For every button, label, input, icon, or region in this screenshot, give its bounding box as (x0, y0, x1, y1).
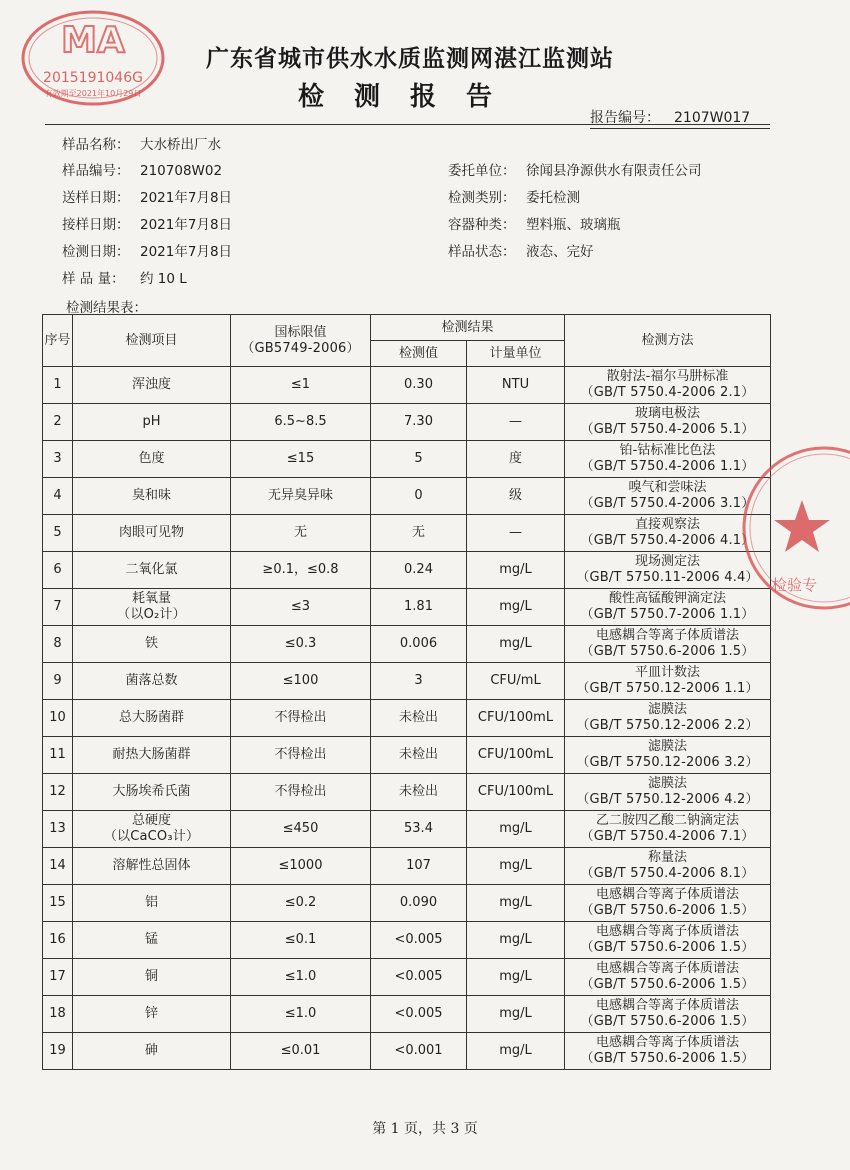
header-item: 检测项目 (73, 315, 231, 367)
cell-method: 现场测定法 （GB/T 5750.11-2006 4.4） (565, 552, 771, 589)
cell-no: 19 (43, 1033, 73, 1070)
header-value: 检测值 (371, 341, 467, 367)
table-row (43, 885, 771, 922)
table-row (43, 1033, 771, 1070)
cell-no: 6 (43, 552, 73, 589)
table-row (43, 478, 771, 515)
cell-unit: mg/L (467, 996, 565, 1033)
cell-limit: 无 (231, 515, 371, 552)
cell-item: 浑浊度 (73, 367, 231, 404)
cell-item: 色度 (73, 441, 231, 478)
header-result: 检测结果 (371, 315, 565, 341)
cell-value: 3 (371, 663, 467, 700)
cell-method: 电感耦合等离子体质谱法 （GB/T 5750.6-2006 1.5） (565, 922, 771, 959)
cell-method: 散射法-福尔马肼标准 （GB/T 5750.4-2006 2.1） (565, 367, 771, 404)
seal-code: 2015191046G (43, 70, 143, 86)
cell-unit: — (467, 404, 565, 441)
cell-method: 嗅气和尝味法 （GB/T 5750.4-2006 3.1） (565, 478, 771, 515)
cell-unit: CFU/mL (467, 663, 565, 700)
header-limit: 国标限值 （GB5749-2006） (231, 315, 371, 367)
cell-unit: mg/L (467, 1033, 565, 1070)
cell-no: 3 (43, 441, 73, 478)
table-row (43, 848, 771, 885)
cell-limit: 无异臭异味 (231, 478, 371, 515)
cell-value: 7.30 (371, 404, 467, 441)
cell-item: 总硬度 （以CaCO₃计） (73, 811, 231, 848)
seal-validity: 有效期至2021年10月29日 (44, 89, 142, 98)
cell-value: <0.005 (371, 959, 467, 996)
table-row (43, 811, 771, 848)
cell-limit: 不得检出 (231, 700, 371, 737)
cell-unit: mg/L (467, 552, 565, 589)
cell-method: 平皿计数法 （GB/T 5750.12-2006 1.1） (565, 663, 771, 700)
cell-unit: CFU/100mL (467, 737, 565, 774)
cell-no: 1 (43, 367, 73, 404)
cell-no: 11 (43, 737, 73, 774)
header-divider (45, 124, 770, 125)
cell-value: <0.001 (371, 1033, 467, 1070)
report-title: 广东省城市供水水质监测网湛江监测站 (206, 45, 614, 72)
cell-method: 滤膜法 （GB/T 5750.12-2006 3.2） (565, 737, 771, 774)
cell-item: 砷 (73, 1033, 231, 1070)
cell-method: 滤膜法 （GB/T 5750.12-2006 4.2） (565, 774, 771, 811)
inspection-seal-icon (732, 440, 850, 620)
report-number (590, 107, 770, 129)
cell-limit: ≤3 (231, 589, 371, 626)
cell-no: 16 (43, 922, 73, 959)
cell-value: 未检出 (371, 774, 467, 811)
cell-limit: ≤0.2 (231, 885, 371, 922)
cell-value: <0.005 (371, 996, 467, 1033)
cell-item: 锰 (73, 922, 231, 959)
results-table-title: 检测结果表： (66, 300, 147, 316)
cell-value: 0.006 (371, 626, 467, 663)
cell-item: 耗氧量 （以O₂计） (73, 589, 231, 626)
table-row (43, 663, 771, 700)
cell-item: pH (73, 404, 231, 441)
cell-limit: 不得检出 (231, 774, 371, 811)
page-footer: 第 1 页，共 3 页 (372, 1121, 478, 1137)
cell-limit: ≤1000 (231, 848, 371, 885)
cell-no: 7 (43, 589, 73, 626)
cell-item: 铁 (73, 626, 231, 663)
table-row (43, 589, 771, 626)
cell-value: 0.30 (371, 367, 467, 404)
info-container: 容器种类： 塑料瓶、玻璃瓶 (448, 217, 621, 233)
cell-no: 13 (43, 811, 73, 848)
table-row (43, 922, 771, 959)
table-row (43, 737, 771, 774)
cell-unit: mg/L (467, 848, 565, 885)
cell-unit: CFU/100mL (467, 774, 565, 811)
cell-limit: ≤1.0 (231, 996, 371, 1033)
cell-limit: 6.5~8.5 (231, 404, 371, 441)
results-table (42, 314, 771, 1070)
table-row (43, 404, 771, 441)
cell-unit: 度 (467, 441, 565, 478)
cell-method: 玻璃电极法 （GB/T 5750.4-2006 5.1） (565, 404, 771, 441)
cell-unit: mg/L (467, 626, 565, 663)
cell-no: 12 (43, 774, 73, 811)
info-send-date: 送样日期： 2021年7月8日 (62, 190, 233, 206)
info-client: 委托单位： 徐闻县净源供水有限责任公司 (448, 163, 702, 179)
cell-value: 未检出 (371, 700, 467, 737)
info-state: 样品状态： 液态、完好 (448, 244, 594, 260)
cell-limit: ≤0.3 (231, 626, 371, 663)
cell-no: 9 (43, 663, 73, 700)
cell-no: 15 (43, 885, 73, 922)
cell-method: 电感耦合等离子体质谱法 （GB/T 5750.6-2006 1.5） (565, 959, 771, 996)
cell-limit: ≤100 (231, 663, 371, 700)
cell-unit: NTU (467, 367, 565, 404)
cell-value: 0.090 (371, 885, 467, 922)
cell-method: 电感耦合等离子体质谱法 （GB/T 5750.6-2006 1.5） (565, 885, 771, 922)
cell-method: 电感耦合等离子体质谱法 （GB/T 5750.6-2006 1.5） (565, 626, 771, 663)
cell-method: 酸性高锰酸钾滴定法 （GB/T 5750.7-2006 1.1） (565, 589, 771, 626)
cell-unit: CFU/100mL (467, 700, 565, 737)
cell-value: 1.81 (371, 589, 467, 626)
cell-value: 5 (371, 441, 467, 478)
header-method: 检测方法 (565, 315, 771, 367)
table-row (43, 626, 771, 663)
cell-method: 称量法 （GB/T 5750.4-2006 8.1） (565, 848, 771, 885)
table-row (43, 774, 771, 811)
info-test-date: 检测日期： 2021年7月8日 (62, 244, 233, 260)
report-subtitle: 检测报告 (297, 82, 522, 112)
table-row (43, 515, 771, 552)
report-number-value: 2107W017 (674, 110, 751, 126)
cell-value: <0.005 (371, 922, 467, 959)
cell-value: 0.24 (371, 552, 467, 589)
report-number-label: 报告编号： (590, 110, 660, 126)
cell-item: 二氧化氯 (73, 552, 231, 589)
cell-limit: ≤0.01 (231, 1033, 371, 1070)
cell-no: 2 (43, 404, 73, 441)
cell-limit: ≥0.1，≤0.8 (231, 552, 371, 589)
cell-value: 53.4 (371, 811, 467, 848)
cell-item: 铝 (73, 885, 231, 922)
cell-method: 直接观察法 （GB/T 5750.4-2006 4.1） (565, 515, 771, 552)
cell-limit: ≤1.0 (231, 959, 371, 996)
cell-unit: 级 (467, 478, 565, 515)
cell-item: 大肠埃希氏菌 (73, 774, 231, 811)
cell-item: 锌 (73, 996, 231, 1033)
cell-no: 5 (43, 515, 73, 552)
cell-limit: ≤450 (231, 811, 371, 848)
cell-no: 14 (43, 848, 73, 885)
table-row (43, 367, 771, 404)
info-sample-name: 样品名称： 大水桥出厂水 (62, 137, 221, 153)
table-row (43, 700, 771, 737)
cell-no: 4 (43, 478, 73, 515)
cell-unit: mg/L (467, 589, 565, 626)
table-row (43, 996, 771, 1033)
cell-item: 臭和味 (73, 478, 231, 515)
cell-method: 电感耦合等离子体质谱法 （GB/T 5750.6-2006 1.5） (565, 1033, 771, 1070)
cell-item: 耐热大肠菌群 (73, 737, 231, 774)
cell-value: 未检出 (371, 737, 467, 774)
cell-value: 107 (371, 848, 467, 885)
results-table-body (43, 367, 771, 1070)
header-no: 序号 (43, 315, 73, 367)
cell-unit: — (467, 515, 565, 552)
cell-method: 铂-钴标准比色法 （GB/T 5750.4-2006 1.1） (565, 441, 771, 478)
cell-unit: mg/L (467, 959, 565, 996)
cell-item: 溶解性总固体 (73, 848, 231, 885)
cell-limit: ≤15 (231, 441, 371, 478)
svg-text:检验专: 检验专 (772, 576, 818, 594)
table-row (43, 552, 771, 589)
cell-limit: 不得检出 (231, 737, 371, 774)
cell-unit: mg/L (467, 811, 565, 848)
cell-value: 无 (371, 515, 467, 552)
cell-no: 17 (43, 959, 73, 996)
info-recv-date: 接样日期： 2021年7月8日 (62, 217, 233, 233)
cell-no: 8 (43, 626, 73, 663)
cell-no: 10 (43, 700, 73, 737)
header-unit: 计量单位 (467, 341, 565, 367)
cell-method: 乙二胺四乙酸二钠滴定法 （GB/T 5750.4-2006 7.1） (565, 811, 771, 848)
cell-item: 菌落总数 (73, 663, 231, 700)
cell-value: 0 (371, 478, 467, 515)
cell-item: 肉眼可见物 (73, 515, 231, 552)
cell-item: 总大肠菌群 (73, 700, 231, 737)
table-row (43, 441, 771, 478)
cma-seal-icon (18, 8, 168, 108)
info-test-type: 检测类别： 委托检测 (448, 190, 580, 206)
table-row (43, 959, 771, 996)
cell-method: 电感耦合等离子体质谱法 （GB/T 5750.6-2006 1.5） (565, 996, 771, 1033)
cell-unit: mg/L (467, 885, 565, 922)
cell-method: 滤膜法 （GB/T 5750.12-2006 2.2） (565, 700, 771, 737)
cell-limit: ≤1 (231, 367, 371, 404)
cell-limit: ≤0.1 (231, 922, 371, 959)
cell-unit: mg/L (467, 922, 565, 959)
cell-no: 18 (43, 996, 73, 1033)
info-quantity: 样 品 量： 约 10 L (62, 271, 187, 287)
cell-item: 铜 (73, 959, 231, 996)
svg-text:MA: MA (61, 20, 125, 61)
info-sample-no: 样品编号： 210708W02 (62, 163, 223, 179)
